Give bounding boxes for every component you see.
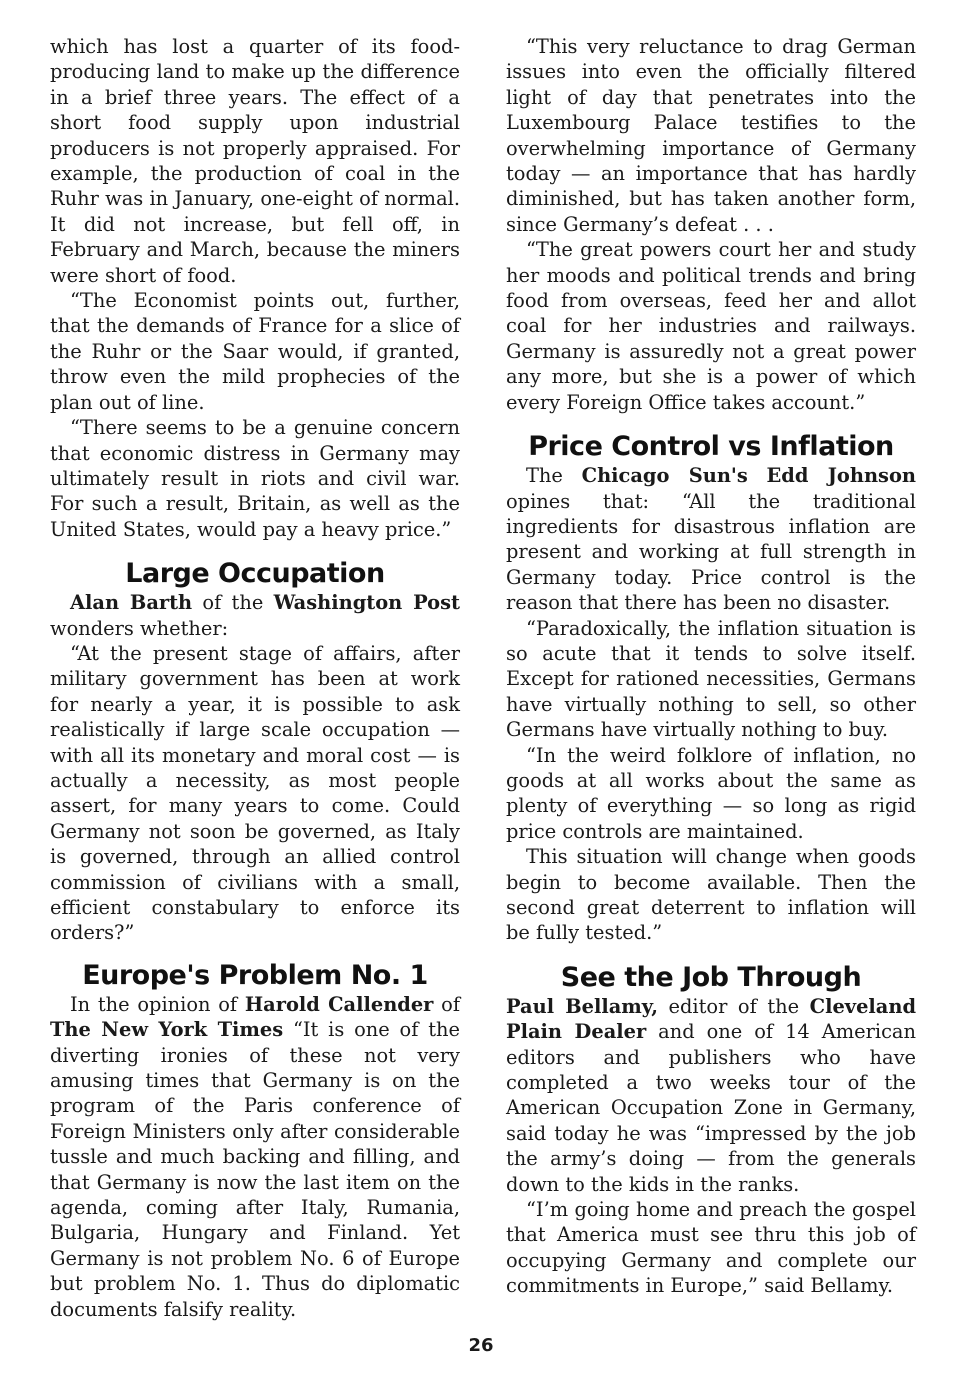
section-intro (50, 992, 460, 1322)
paragraph: “There seems to be a genuine concern that economic distress in Germany may ultimately result in riots and civil war. For such a result, Britain, as well as the United States, would pay a heavy price.” (50, 416, 460, 541)
text-fragment: of (433, 992, 460, 1016)
paragraph: “This very reluctance to drag German issues into even the officially filtered light of day that penetrates into the Luxembourg Palace testifies to the overwhelming importance of Germany today — an importance that has hardly diminished, but has taken another form, since Germany’s defeat . . . (506, 35, 916, 236)
section-heading-price-control: Price Control vs Inflation (528, 431, 894, 463)
publication-name: Cleveland Plain Dealer (506, 994, 916, 1044)
paragraph: “I’m going home and preach the gospel that America must see thru this job of occupying Germany and complete our commitments in Europe,” said Bellamy. (506, 1198, 916, 1298)
text-fragment: of the (192, 591, 274, 615)
page-number: 26 (468, 1335, 494, 1356)
section-intro (50, 590, 460, 641)
text-fragment: “It is one of the diverting ironies of these not very amusing times that Germany is on the program of the Paris conference of Foreign Ministers only after considerable tussle and much backing and filling, and that Germany is now the last item on the agenda, coming after Italy, Rumania, Bulgaria, Hungary and Finland. Yet Germany is not problem No. 6 of Europe but problem No. 1. Thus do diplomatic documents falsify reality. (50, 1018, 460, 1321)
publication-name: Chicago Sun's (581, 464, 748, 488)
paragraph: “In the weird folklore of inflation, no goods at all works about the same as plenty of everything — so long as rigid price controls are maintained. (506, 743, 916, 843)
publication-name: The New York Times (50, 1018, 284, 1042)
paragraph: “The Economist points out, further, that the demands of France for a slice of the Ruhr or the Saar would, if granted, throw even the mild prophecies of the plan out of line. (50, 289, 460, 414)
quote-paragraph: “At the present stage of affairs, after military government has been at work for nearly a year, it is possible to ask realistically if large scale occupation — with all its monetary and moral cost — is actually a necessity, as most people assert, for many years to come. Could Germany not soon be governed, as Italy is governed, through an allied control commission of civilians with a small, efficient constabulary to enforce its orders?” (50, 641, 460, 945)
left-column (50, 34, 460, 1322)
text-fragment: opines that: “All the traditional ingredients for disastrous inflation are present and working at full strength in Germany today. Price control is the reason that there has been no disaster. (506, 489, 916, 615)
author-name: Paul Bellamy, (506, 994, 658, 1018)
paragraph: This situation will change when goods begin to become available. Then the second great deterrent to inflation will be fully tested.” (506, 845, 916, 945)
paragraph: “Paradoxically, the inflation situation is so acute that it tends to solve itself. Except for rationed necessities, Germans have virtually nothing to sell, so other Germans have virtually nothing to buy. (506, 616, 916, 742)
author-name: Edd Johnson (766, 464, 916, 488)
text-fragment: wonders whether: (50, 616, 229, 640)
publication-name: Washington Post (273, 591, 460, 615)
paragraph: which has lost a quarter of its food-producing land to make up the difference in a brief three years. The effect of a short food supply upon industrial producers is not properly appraised. For example, the production of coal in the Ruhr was in January, one-eight of normal. It did not increase, but fell off, in February and March, because the miners were short of food. (50, 35, 460, 287)
section-intro (506, 463, 916, 615)
section-heading-see-job-through: See the Job Through (560, 961, 862, 993)
paragraph: “The great powers court her and study her moods and political trends and bring food from overseas, feed her and allot coal for her industries and railways. Germany is assuredly not a great power any more, but she is a power of which every Foreign Office takes account.” (506, 238, 916, 414)
text-fragment: In the opinion of (70, 992, 245, 1016)
author-name: Harold Callender (244, 992, 434, 1016)
text-fragment: and one of 14 American editors and publishers who have completed a two weeks tour of the American Occupation Zone in Germany, said today he was “impressed by the job the army’s doing — from the generals down to the kids in the ranks. (506, 1020, 916, 1196)
text-fragment: editor of the (657, 994, 810, 1018)
section-intro (506, 994, 916, 1197)
section-heading-europes-problem: Europe's Problem No. 1 (82, 959, 428, 991)
section-heading-large-occupation: Large Occupation (125, 558, 385, 590)
text-fragment: The (526, 464, 582, 488)
author-name: Alan Barth (70, 591, 193, 615)
right-column (506, 34, 916, 1299)
